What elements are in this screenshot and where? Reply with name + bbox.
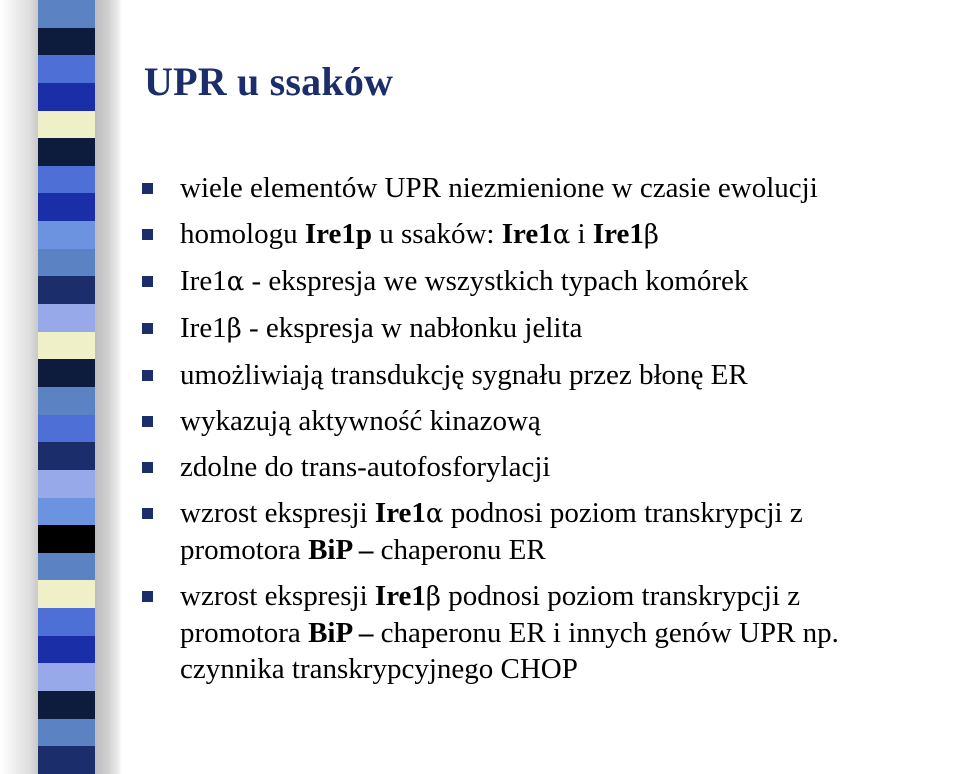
square-bullet-icon (142, 508, 153, 519)
bullet-text: promotora (180, 534, 309, 566)
bullet-text: chaperonu ER i innych genów UPR np. (380, 617, 839, 649)
bullet-line (180, 170, 960, 206)
strip-segment (38, 221, 95, 249)
strip-segment (38, 387, 95, 415)
bullet-text: – (351, 534, 381, 566)
bullet-item (138, 357, 960, 393)
strip-segment (38, 580, 95, 608)
square-bullet-icon (142, 276, 153, 287)
bullet-text: β (425, 582, 441, 612)
bullet-text: wzrost ekspresji (180, 580, 375, 612)
bullet-text: i (570, 218, 593, 250)
bullet-text: - ekspresja w nabłonku jelita (241, 312, 583, 344)
bullet-line (180, 403, 960, 439)
bullet-line (180, 357, 960, 393)
bullet-line (180, 615, 960, 651)
bullet-text: wykazują aktywność kinazową (180, 405, 541, 437)
strip-segment (38, 415, 95, 443)
bullet-text: Ire1 (374, 580, 426, 612)
bullet-text: podnosi poziom transkrypcji z (443, 497, 803, 529)
bullet-text: Ire1 (180, 312, 227, 344)
strip-segment (38, 719, 95, 747)
strip-segment (38, 359, 95, 387)
strip-segment (38, 276, 95, 304)
bullet-list (138, 170, 960, 697)
slide-title: UPR u ssaków (144, 59, 394, 104)
bullet-line (180, 651, 960, 687)
strip-segment (38, 0, 95, 28)
strip-segment (38, 636, 95, 664)
strip-segment (38, 553, 95, 581)
strip-segment (38, 442, 95, 470)
bullet-line (180, 263, 960, 300)
bullet-text: Ire1 (501, 218, 553, 250)
square-bullet-icon (142, 183, 153, 194)
bullet-text: u ssaków: (372, 218, 502, 250)
strip-segment (38, 28, 95, 56)
bullet-text: α (425, 499, 444, 529)
strip-segment (38, 138, 95, 166)
bullet-text: wzrost ekspresji (180, 497, 375, 529)
bullet-text: umożliwiają transdukcję sygnału przez błonę ER (180, 359, 748, 391)
square-bullet-icon (142, 591, 153, 602)
bullet-text: Ire1p (304, 218, 373, 250)
bullet-text: czynnika transkrypcyjnego CHOP (180, 653, 578, 685)
strip-segment (38, 304, 95, 332)
bullet-item (138, 449, 960, 485)
strip-segment (38, 608, 95, 636)
bullet-text: - ekspresja we wszystkich typach komórek (244, 265, 749, 297)
square-bullet-icon (142, 229, 153, 240)
bullet-text: Ire1 (592, 218, 644, 250)
square-bullet-icon (142, 370, 153, 381)
strip-segment (38, 746, 95, 774)
bullet-line (180, 532, 960, 568)
bullet-text: wiele elementów UPR niezmienione w czasie ewolucji (180, 172, 818, 204)
bullet-text: β (226, 314, 242, 344)
bullet-item (138, 170, 960, 206)
bullet-text: homologu (180, 218, 305, 250)
strip-segment (38, 111, 95, 139)
strip-segment (38, 525, 95, 553)
strip-segment (38, 193, 95, 221)
bullet-text: zdolne do trans-autofosforylacji (180, 451, 551, 483)
decorative-color-strip (38, 0, 95, 774)
bullet-text: chaperonu ER (380, 534, 546, 566)
bullet-text: β (643, 220, 659, 250)
strip-segment (38, 83, 95, 111)
bullet-line (180, 310, 960, 347)
bullet-item (138, 216, 960, 253)
strip-segment (38, 332, 95, 360)
bullet-line (180, 578, 960, 615)
bullet-text: promotora (180, 617, 309, 649)
bullet-text: podnosi poziom transkrypcji z (440, 580, 801, 612)
bullet-text: Ire1 (374, 497, 426, 529)
bullet-item (138, 263, 960, 300)
bullet-text: α (226, 267, 245, 297)
square-bullet-icon (142, 416, 153, 427)
square-bullet-icon (142, 462, 153, 473)
bullet-text: – (351, 617, 381, 649)
bullet-item (138, 403, 960, 439)
strip-segment (38, 55, 95, 83)
bullet-text: Ire1 (180, 265, 227, 297)
strip-segment (38, 166, 95, 194)
square-bullet-icon (142, 323, 153, 334)
bullet-text: BiP (308, 534, 352, 566)
strip-segment (38, 663, 95, 691)
bullet-line (180, 449, 960, 485)
bullet-line (180, 216, 960, 253)
bullet-item (138, 578, 960, 687)
strip-segment (38, 498, 95, 526)
bullet-item (138, 495, 960, 568)
bullet-item (138, 310, 960, 347)
strip-segment (38, 691, 95, 719)
strip-segment (38, 249, 95, 277)
bullet-text: BiP (308, 617, 352, 649)
bullet-text: α (552, 220, 571, 250)
strip-segment (38, 470, 95, 498)
bullet-line (180, 495, 960, 532)
